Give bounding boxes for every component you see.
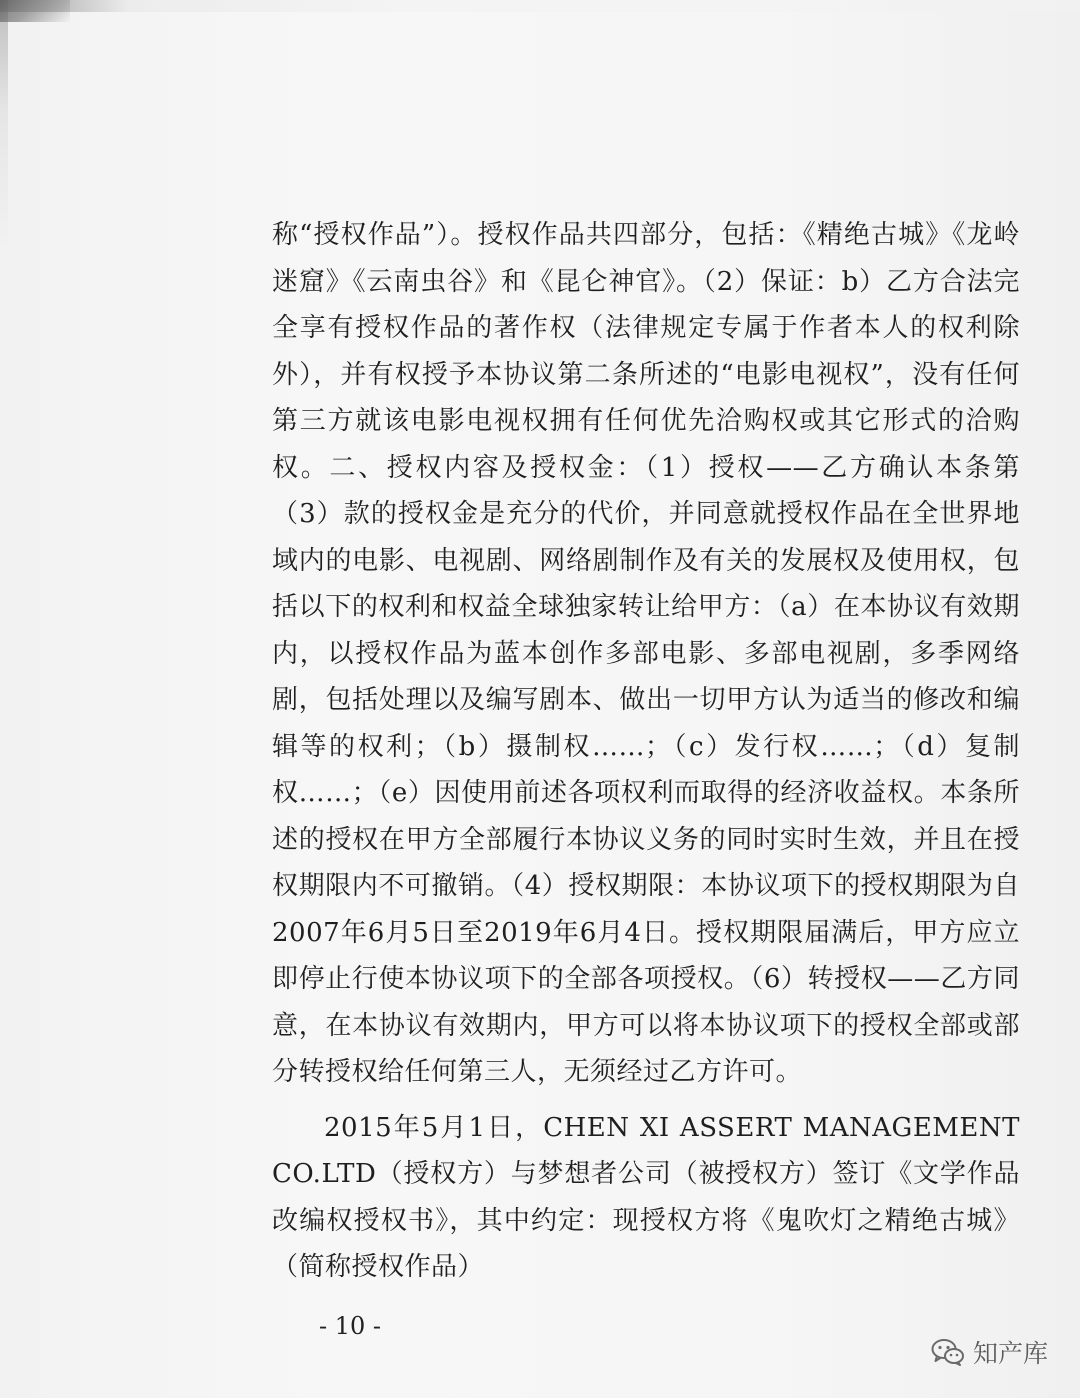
- document-body: [272, 212, 1020, 1291]
- page-number: - 10 -: [318, 1312, 381, 1340]
- scan-shadow-top: [0, 0, 1080, 12]
- paragraph-2: 2015年5月1日，CHEN XI ASSERT MANAGEMENT CO.LTD（授权方）与梦想者公司（被授权方）签订《文学作品改编权授权书》，其中约定：现授权方将《鬼吹灯之精绝古城》（简称授权作品）: [272, 1112, 1020, 1282]
- scan-corner-shadow: [0, 0, 70, 22]
- scan-shadow-left: [0, 0, 8, 1398]
- wechat-icon: [931, 1338, 965, 1366]
- watermark-text: 知产库: [972, 1339, 1048, 1368]
- paragraph-1: 称“授权作品”）。授权作品共四部分，包括：《精绝古城》《龙岭迷窟》《云南虫谷》和《昆仑神官》。（2）保证：b）乙方合法完全享有授权作品的著作权（法律规定专属于作者本人的权利除外），并有权授予本协议第二条所述的“电影电视权”，没有任何第三方就该电影电视权拥有任何优先洽购权或其它形式的洽购权。二、授权内容及授权金：（1）授权——乙方确认本条第（3）款的授权金是充分的代价，并同意就授权作品在全世界地域内的电影、电视剧、网络剧制作及有关的发展权及使用权，包括以下的权利和权益全球独家转让给甲方：（a）在本协议有效期内，以授权作品为蓝本创作多部电影、多部电视剧，多季网络剧，包括处理以及编写剧本、做出一切甲方认为适当的修改和编辑等的权利；（b）摄制权……；（c）发行权……；（d）复制权……；（e）因使用前述各项权利而取得的经济收益权。本条所述的授权在甲方全部履行本协议义务的同时实时生效，并且在授权期限内不可撤销。（4）授权期限：本协议项下的授权期限为自2007年6月5日至2019年6月4日。授权期限届满后，甲方应立即停止行使本协议项下的全部各项授权。（6）转授权——乙方同意，在本协议有效期内，甲方可以将本协议项下的授权全部或部分转授权给任何第三人，无须经过乙方许可。: [272, 220, 1020, 1087]
- watermark: [931, 1334, 1048, 1370]
